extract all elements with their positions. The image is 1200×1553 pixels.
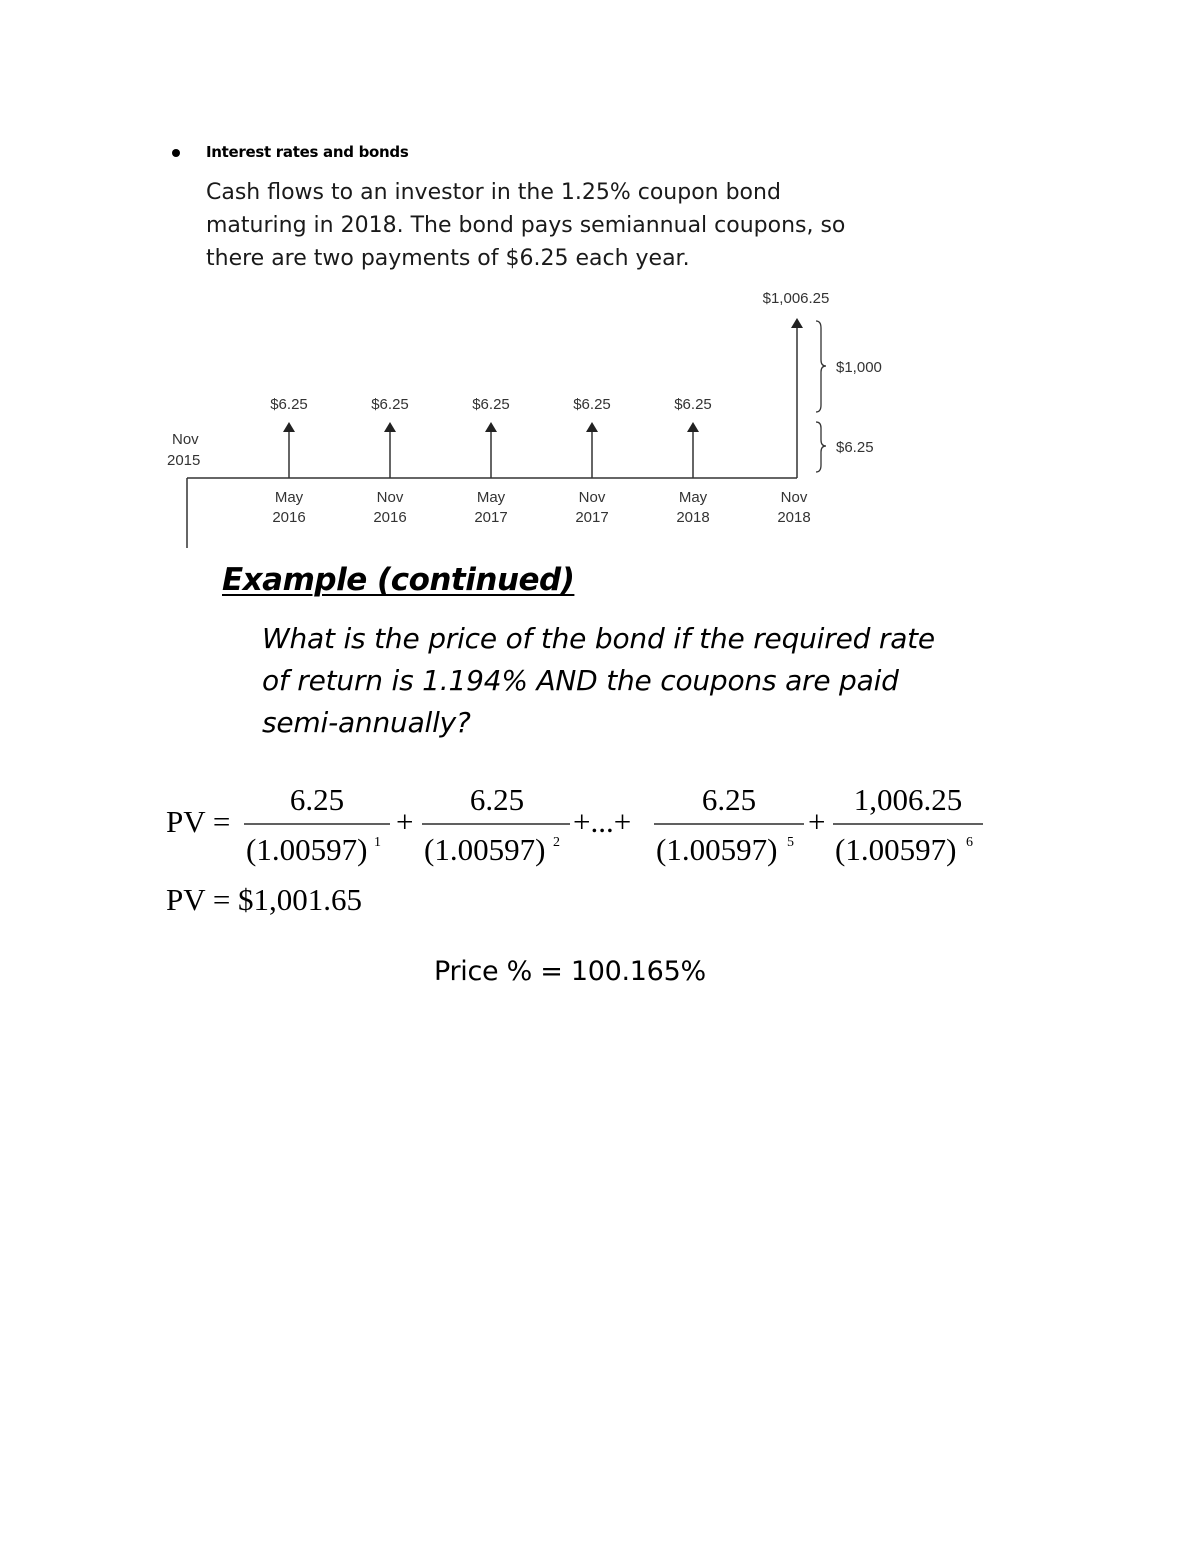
- formula-result: PV = $1,001.65: [166, 882, 363, 917]
- arrow-up-icon: [586, 422, 598, 432]
- term-denominator: (1.00597): [246, 832, 368, 867]
- term-exponent: 6: [966, 835, 973, 850]
- coupon-brace-label: $6.25: [836, 439, 874, 456]
- price-percent-line: Price % = 100.165%: [434, 956, 706, 987]
- caption-line: Cash flows to an investor in the 1.25% coupon bond: [206, 180, 781, 205]
- payment-year-label: 2018: [777, 509, 811, 526]
- start-year-label: 2015: [167, 452, 201, 469]
- formula-lhs: PV =: [166, 804, 231, 839]
- question-line: What is the price of the bond if the required rate: [262, 622, 935, 655]
- timeline-caption: [206, 176, 906, 275]
- payment-month-label: May: [476, 489, 506, 506]
- term-denominator: (1.00597): [835, 832, 957, 867]
- bullet-heading-row: [172, 142, 408, 162]
- final-payment-amount-label: $1,006.25: [762, 290, 830, 307]
- section-heading: Interest rates and bonds: [206, 143, 409, 161]
- term-exponent: 2: [553, 835, 560, 850]
- principal-brace-icon: [816, 321, 826, 412]
- payment-amount-label: $6.25: [270, 396, 308, 413]
- principal-brace-label: $1,000: [836, 359, 882, 376]
- example-question: [262, 618, 935, 744]
- payment-month-label: May: [678, 489, 708, 506]
- payment-month-label: Nov: [578, 489, 606, 506]
- term-numerator: 1,006.25: [853, 782, 963, 817]
- caption-line: there are two payments of $6.25 each year.: [206, 246, 690, 271]
- ellipsis-plus: +...+: [573, 804, 632, 839]
- term-numerator: 6.25: [469, 782, 525, 817]
- coupon-brace-icon: [816, 422, 826, 472]
- caption-line: maturing in 2018. The bond pays semiannual coupons, so: [206, 213, 846, 238]
- payment-month-label: May: [274, 489, 304, 506]
- plus-sign: +: [396, 804, 414, 839]
- payment-month-label: Nov: [780, 489, 808, 506]
- payment-amount-label: $6.25: [371, 396, 409, 413]
- start-month-label: Nov: [172, 431, 199, 448]
- term-numerator: 6.25: [289, 782, 345, 817]
- term-denominator: (1.00597): [656, 832, 778, 867]
- term-exponent: 5: [787, 835, 794, 850]
- arrow-up-icon: [283, 422, 295, 432]
- question-line: semi-annually?: [262, 706, 471, 739]
- term-denominator: (1.00597): [424, 832, 546, 867]
- payment-year-label: 2017: [575, 509, 609, 526]
- payment-year-label: 2017: [474, 509, 508, 526]
- payment-year-label: 2016: [373, 509, 407, 526]
- payment-amount-label: $6.25: [573, 396, 611, 413]
- arrow-up-icon: [485, 422, 497, 432]
- example-title: Example (continued): [222, 562, 575, 598]
- arrow-up-icon: [687, 422, 699, 432]
- cash-flow-timeline: [0, 280, 1200, 555]
- term-exponent: 1: [374, 835, 381, 850]
- payment-amount-label: $6.25: [674, 396, 712, 413]
- arrow-up-icon: [791, 318, 803, 328]
- payment-amount-label: $6.25: [472, 396, 510, 413]
- payment-month-label: Nov: [376, 489, 404, 506]
- payment-year-label: 2016: [272, 509, 306, 526]
- term-numerator: 6.25: [701, 782, 757, 817]
- present-value-formula: [160, 772, 1000, 932]
- arrow-up-icon: [384, 422, 396, 432]
- bullet-dot-icon: [172, 149, 180, 157]
- question-line: of return is 1.194% AND the coupons are paid: [262, 664, 899, 697]
- plus-sign: +: [808, 804, 826, 839]
- payment-year-label: 2018: [676, 509, 710, 526]
